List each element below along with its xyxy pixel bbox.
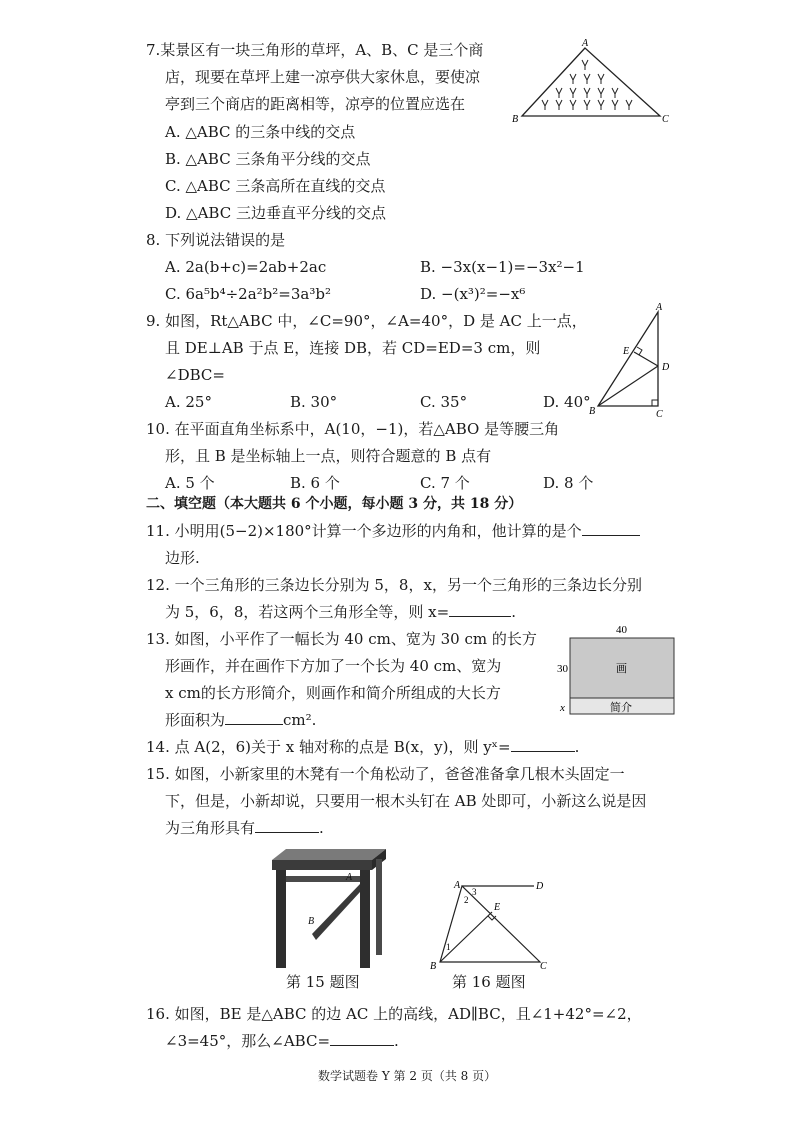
q16-answer-blank[interactable]	[330, 1031, 394, 1046]
q13-line-4	[165, 710, 316, 730]
q16-angle-3: 3	[472, 887, 477, 897]
q13-label-painting: 画	[616, 663, 627, 675]
q16-caption: 第 16 题图	[452, 973, 526, 991]
q13-label-30: 30	[557, 663, 568, 675]
q15-label-b: B	[308, 916, 315, 927]
q7-label-b: B	[512, 114, 519, 125]
grass-icon	[542, 60, 632, 110]
q13-line-1: 13. 如图，小平作了一幅长为 40 cm、宽为 30 cm 的长方	[146, 630, 537, 648]
q16-line-2	[165, 1031, 399, 1051]
q15-stool-photo	[262, 846, 390, 970]
q7-line-1: 7.某景区有一块三角形的草坪，A、B、C 是三个商	[146, 41, 484, 59]
q13-line-3: x cm的长方形简介，则画作和简介所组成的大长方	[165, 684, 501, 702]
q9-option-b: B. 30°	[290, 393, 338, 411]
q14-text: 14. 点 A(2，6)关于 x 轴对称的点是 B(x，y)，则 yˣ=	[146, 738, 511, 756]
q9-line-1: 9. 如图，Rt△ABC 中，∠C=90°，∠A=40°，D 是 AC 上一点，	[146, 312, 587, 330]
q9-option-a: A. 25°	[165, 393, 212, 411]
q12-text: 为 5，6，8，若这两个三角形全等，则 x=	[165, 603, 450, 621]
q13-label-intro: 简介	[610, 702, 632, 714]
q12-line-1: 12. 一个三角形的三条边长分别为 5，8，x，另一个三角形的三条边长分别	[146, 576, 642, 594]
q8-option-d: D. −(x³)²=−x⁶	[420, 285, 526, 303]
q11-line-2: 边形.	[165, 549, 200, 567]
q8-stem: 8. 下列说法错误的是	[146, 231, 286, 249]
q7-label-a: A	[582, 38, 589, 49]
q10-line-2: 形，且 B 是坐标轴上一点，则符合题意的 B 点有	[165, 447, 492, 465]
q9-line-2: 且 DE⊥AB 于点 E，连接 DB，若 CD=ED=3 cm，则	[165, 339, 541, 357]
q15-line-1: 15. 如图，小新家里的木凳有一个角松动了，爸爸准备拿几根木头固定一	[146, 765, 625, 783]
q15-answer-blank[interactable]	[255, 818, 319, 833]
q13-painting-figure	[556, 622, 680, 718]
page-footer: 数学试题卷 Y 第 2 页（共 8 页）	[318, 1069, 497, 1083]
q10-line-1: 10. 在平面直角坐标系中，A(10，−1)，若△ABO 是等腰三角	[146, 420, 560, 438]
q7-label-c: C	[662, 114, 669, 125]
q12-end: .	[511, 603, 516, 621]
q16-end: .	[394, 1032, 399, 1050]
q7-option-d: D. △ABC 三边垂直平分线的交点	[165, 204, 386, 222]
q16-text: ∠3=45°，那么∠ABC=	[165, 1032, 331, 1050]
q15-end: .	[319, 819, 324, 837]
q16-label-b: B	[430, 961, 437, 972]
q14-end: .	[574, 738, 580, 756]
q10-option-a: A. 5 个	[165, 474, 215, 492]
q11-answer-blank[interactable]	[582, 521, 640, 536]
q14-answer-blank[interactable]	[511, 737, 575, 752]
q13-label-x: x	[560, 702, 565, 714]
q12-line-2	[165, 602, 516, 622]
q12-answer-blank[interactable]	[449, 602, 511, 617]
q7-line-2: 店，现要在草坪上建一凉亭供大家休息，要使凉	[165, 68, 481, 86]
q8-option-c: C. 6a⁵b⁴÷2a²b²=3a³b²	[165, 285, 331, 303]
q16-label-e: E	[494, 902, 501, 913]
q9-label-e: E	[623, 346, 630, 357]
q9-label-d: D	[662, 362, 670, 373]
q10-option-c: C. 7 个	[420, 474, 470, 492]
q16-label-a: A	[454, 880, 461, 891]
q13-text: 形面积为	[165, 711, 226, 729]
q11-line-1	[146, 521, 640, 541]
q7-option-a: A. △ABC 的三条中线的交点	[165, 123, 356, 141]
q8-option-b: B. −3x(x−1)=−3x²−1	[420, 258, 585, 276]
q9-right-triangle-figure	[586, 300, 676, 420]
q15-text: 为三角形具有	[165, 819, 256, 837]
q10-option-d: D. 8 个	[543, 474, 594, 492]
q9-line-3: ∠DBC=	[165, 366, 225, 384]
q14-line	[146, 737, 579, 757]
q15-line-2: 下，但是，小新却说，只要用一根木头钉在 AB 处即可，小新这么说是因	[165, 792, 647, 810]
q16-label-d: D	[536, 881, 544, 892]
q10-option-b: B. 6 个	[290, 474, 340, 492]
q16-line-1: 16. 如图，BE 是△ABC 的边 AC 上的高线，AD∥BC，且∠1+42°=∠2，	[146, 1005, 642, 1023]
q9-label-a: A	[656, 302, 663, 313]
q7-lawn-triangle-figure	[510, 36, 680, 128]
q13-unit: cm².	[283, 711, 317, 729]
q7-line-3: 亭到三个商店的距离相等，凉亭的位置应选在	[165, 95, 466, 113]
q9-option-d: D. 40°	[543, 393, 591, 411]
q13-line-2: 形画作，并在画作下方加了一个长为 40 cm、宽为	[165, 657, 502, 675]
q9-option-c: C. 35°	[420, 393, 468, 411]
q16-triangle-figure	[426, 876, 556, 976]
section-2-title: 二、填空题（本大题共 6 个小题，每小题 3 分，共 18 分）	[146, 496, 523, 512]
q13-label-40: 40	[616, 624, 627, 636]
q8-option-a: A. 2a(b+c)=2ab+2ac	[165, 258, 327, 276]
q16-label-c: C	[540, 961, 547, 972]
q9-label-c: C	[656, 409, 663, 420]
q16-angle-2: 2	[464, 895, 469, 905]
q15-line-3	[165, 818, 324, 838]
q7-option-b: B. △ABC 三条角平分线的交点	[165, 150, 371, 168]
q11-text: 11. 小明用(5−2)×180°计算一个多边形的内角和，他计算的是个	[146, 522, 582, 540]
q15-label-a: A	[346, 872, 353, 883]
q15-caption: 第 15 题图	[286, 973, 360, 991]
q9-label-b: B	[589, 406, 596, 417]
q16-angle-1: 1	[446, 942, 451, 952]
q7-option-c: C. △ABC 三条高所在直线的交点	[165, 177, 386, 195]
q13-answer-blank[interactable]	[225, 710, 283, 725]
